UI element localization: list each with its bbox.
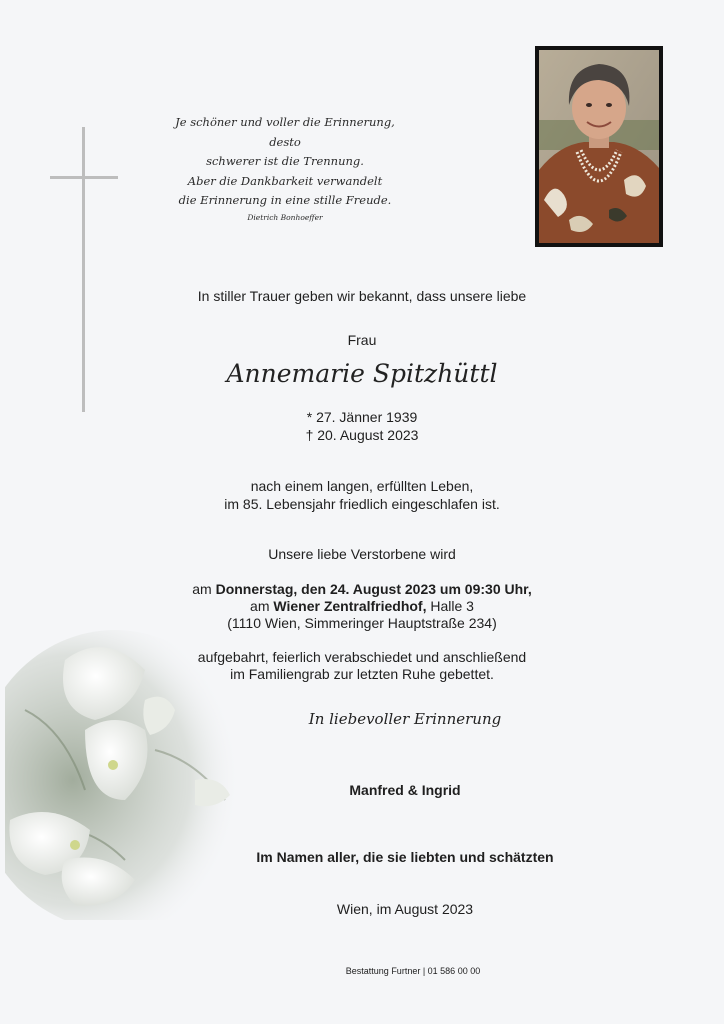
funeral-home-footer: Bestattung Furtner | 01 586 00 00 xyxy=(345,966,481,976)
funeral-date-prefix: am xyxy=(192,581,216,597)
life-line-1: nach einem langen, erfüllten Leben, xyxy=(250,478,474,494)
memory-heading: In liebevoller Erinnerung xyxy=(308,710,502,728)
birth-date: * 27. Jänner 1939 xyxy=(306,409,418,425)
title-text: Frau xyxy=(347,332,377,348)
bonhoeffer-quote xyxy=(170,113,400,225)
calla-lily-illustration xyxy=(5,630,265,920)
funeral-hall: Halle 3 xyxy=(426,598,474,614)
funeral-address: (1110 Wien, Simmeringer Hauptstraße 234) xyxy=(227,615,497,631)
intro-text: In stiller Trauer geben wir bekannt, dass unsere liebe xyxy=(197,288,527,304)
funeral-date-line xyxy=(0,580,724,598)
cross-horizontal-bar xyxy=(50,176,118,179)
family-names-text: Manfred & Ingrid xyxy=(349,782,461,798)
quote-author: Dietrich Bonhoeffer xyxy=(247,212,323,222)
portrait-photo xyxy=(535,46,663,247)
life-line-2: im 85. Lebensjahr friedlich eingeschlafen ist. xyxy=(224,496,500,512)
burial-line-1: aufgebahrt, feierlich verabschiedet und anschließend xyxy=(197,649,527,665)
quote-line: schwerer ist die Trennung. xyxy=(206,154,364,168)
funeral-place: Wiener Zentralfriedhof, xyxy=(273,598,427,614)
quote-line: Je schöner und voller die Erinnerung, desto xyxy=(175,115,395,149)
place-date: Wien, im August 2023 xyxy=(336,901,474,917)
portrait-image xyxy=(539,50,659,243)
burial-line-2: im Familiengrab zur letzten Ruhe gebettet. xyxy=(230,666,494,682)
deceased-name: Annemarie Spitzhüttl xyxy=(226,359,498,388)
funeral-place-line xyxy=(0,597,724,615)
funeral-date: Donnerstag, den 24. August 2023 um 09:30 Uhr, xyxy=(215,581,532,597)
quote-line: Aber die Dankbarkeit verwandelt xyxy=(187,173,383,188)
funeral-place-prefix: am xyxy=(250,598,274,614)
funeral-intro: Unsere liebe Verstorbene wird xyxy=(268,546,456,562)
on-behalf-text: Im Namen aller, die sie liebten und schätzten xyxy=(256,849,554,865)
quote-line: die Erinnerung in eine stille Freude. xyxy=(178,193,392,207)
death-date: † 20. August 2023 xyxy=(305,427,419,443)
